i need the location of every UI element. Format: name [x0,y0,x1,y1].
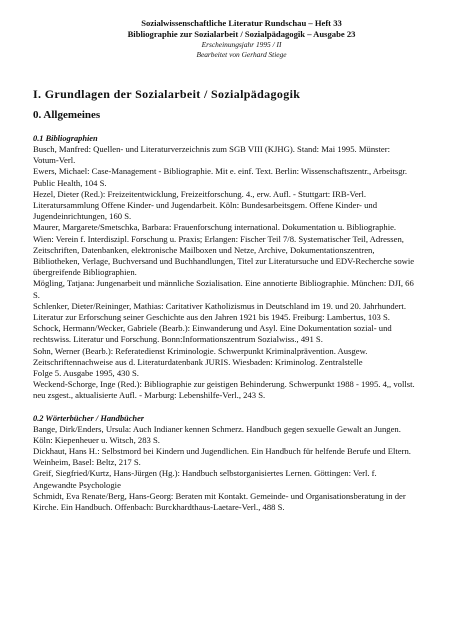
bibliography-entry: Sohn, Werner (Bearb.): Referatedienst Kriminologie. Schwerpunkt Kriminalprävention. Ausgew. Zeitschriftennachweise aus d. Literaturdatenbank JURIS. Wiesbaden: Kriminolog. Zentralstelle [33,345,368,367]
editor-credit: Bearbeitet von Gerhard Stiege [196,50,287,59]
entry-list-bibliographien [33,144,415,402]
bibliography-entry: Bange, Dirk/Enders, Ursula: Auch Indianer kennen Schmerz. Handbuch gegen sexuelle Gewalt an Jungen. Köln: Kiepenheuer u. Witsch, 283 S. [33,423,401,445]
bibliography-entry: Mögling, Tatjana: Jungenarbeit und männliche Sozialisation. Eine annotierte Bibliographie. München: DJI, 66 S. [33,278,414,300]
bibliography-entry: Schlenker, Dieter/Reininger, Mathias: Caritativer Katholizismus in Deutschland im 19. und 20. Jahrhundert. Literatur zur Erforschung seiner Geschichte aus den Jahren 1921 bis 1945. Freiburg: Lambertus, 103 S. [33,300,406,323]
bibliography-title: Bibliographie zur Sozialarbeit / Sozialpädagogik – Ausgabe 23 [127,29,356,39]
section-title-woerterbuecher: 0.2 Wörterbücher / Handbücher [33,413,145,423]
section-title-bibliographien: 0.1 Bibliographien [33,134,98,143]
bibliography-entry: Dickhaut, Hans H.: Selbstmord bei Kindern und Jugendlichen. Ein Handbuch für helfende Berufe und Eltern. Weinheim, Basel: Beltz, 217 S. [33,446,411,468]
chapter-title: I. Grundlagen der Sozialarbeit / Sozialpädagogik [33,87,301,101]
bibliography-entry: Schock, Hermann/Wecker, Gabriele (Bearb.): Einwanderung und Asyl. Eine Dokumentation sozial- und rechtswiss. Literatur und Forschung. Bonn:Informationszentrum Sozialwiss., 491 S. [33,323,392,345]
subchapter-title: 0. Allgemeines [33,109,101,121]
bibliography-entry: Hezel, Dieter (Red.): Freizeitentwicklung, Freizeitforschung. 4., erw. Aufl. - Stuttgart: IRB-Verl. [33,188,367,199]
bibliography-entry: Maurer, Margarete/Smetschka, Barbara: Frauenforschung international. Dokumentation u. Bibliographie. Wien: Verein f. Interdiszipl. Forschung u. Praxis; Erlangen: Fischer Teil 7/8. Systematischer Teil, Adressen, Zeitschriften, Datenbanken, elektronische Mailboxen und Netze, Archive, Dokumentationszentren, Bibliotheken, Verlage, Buchversand und Buchhandlungen, Titel zur Literatursuche und EDV-Recherche sowie übergreifende Bibliographien. [33,222,415,278]
bibliography-entry: Literatursammlung Offene Kinder- und Jugendarbeit. Köln: Bundesarbeitsgem. Offene Kinder- und Jugendeinrichtungen, 160 S. [33,200,378,222]
bibliography-entry: Weckend-Schorge, Inge (Red.): Bibliographie zur geistigen Behinderung. Schwerpunkt 1988 - 1995. 4,, vollst. neu zsgest., aktualisierte Aufl. - Marburg: Lebenshilfe-Verl., 243 S. [33,379,415,401]
bibliography-entry: Schmidt, Eva Renate/Berg, Hans-Georg: Beraten mit Kontakt. Gemeinde- und Organisationsberatung in der Kirche. Ein Handbuch. Offenbach: Burckhardthaus-Laetare-Verl., 488 S. [33,490,406,513]
bibliography-entry: Folge 5. Ausgabe 1995, 430 S. [33,368,139,379]
bibliography-entry: Greif, Siegfried/Kurtz, Hans-Jürgen (Hg.): Handbuch selbstorganisiertes Lernen. Göttingen: Verl. f. Angewandte Psychologie [33,468,377,490]
publication-year: Erscheinungsjahr 1995 / II [201,40,282,49]
journal-title: Sozialwissenschaftliche Literatur Rundschau – Heft 33 [141,18,342,28]
bibliography-entry: Busch, Manfred: Quellen- und Literaturverzeichnis zum SGB VIII (KJHG). Stand: Mai 1995. Münster: Votum-Verl. [33,144,390,166]
bibliography-entry: Ewers, Michael: Case-Management - Bibliographie. Mit e. einf. Text. Berlin: Wissenschaftszentr., Arbeitsgr. Public Health, 104 S. [33,166,408,188]
entry-list-woerterbuecher [33,424,415,514]
page-header [33,0,452,60]
